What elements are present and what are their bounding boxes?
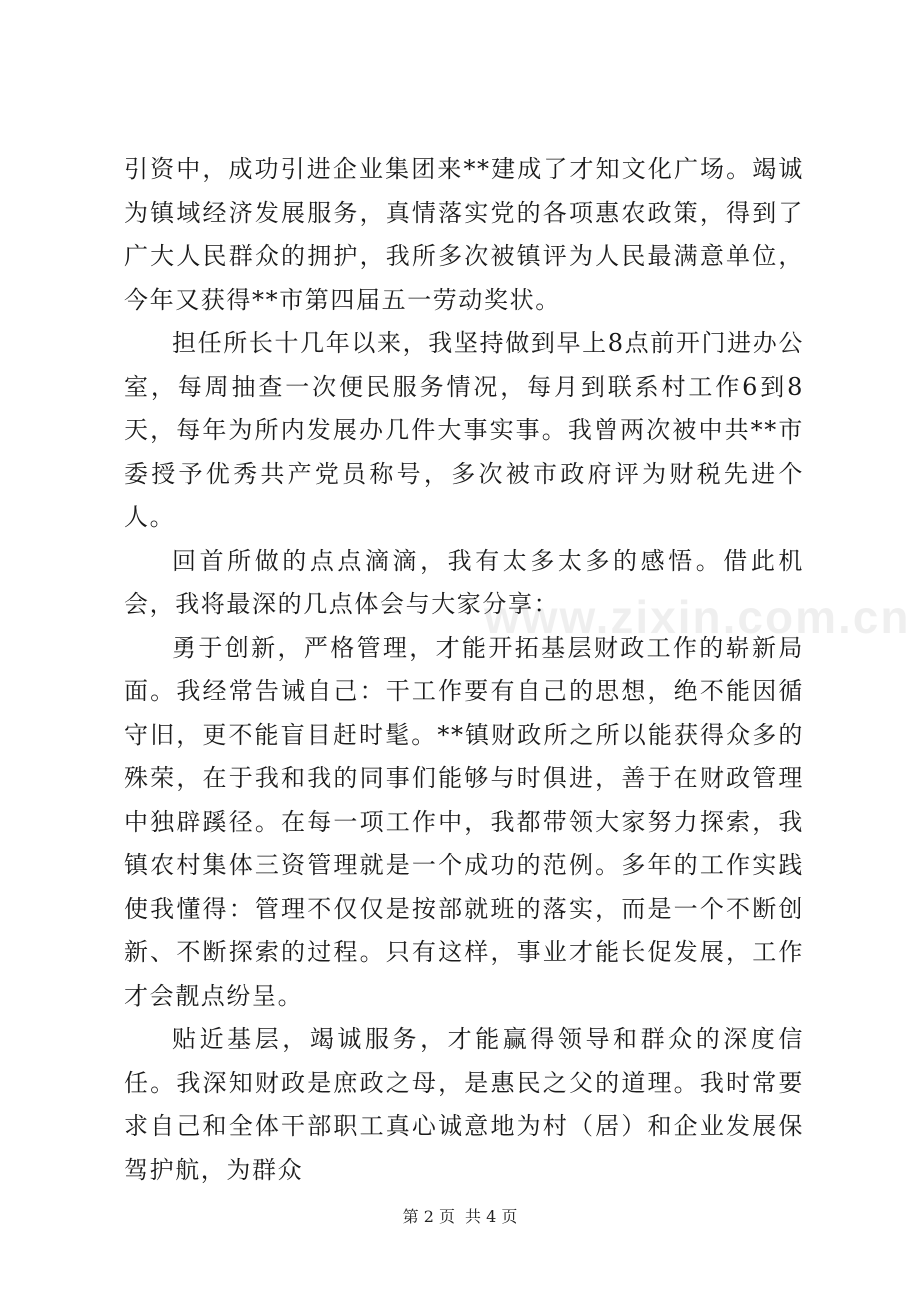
- page-total: 共 4 页: [465, 1207, 518, 1226]
- paragraph: 回首所做的点点滴滴，我有太多太多的感悟。借此机会，我将最深的几点体会与大家分享：: [124, 546, 804, 618]
- paragraph: 贴近基层，竭诚服务，才能赢得领导和群众的深度信任。我深知财政是庶政之母，是惠民之父的道理。我时常要求自己和全体干部职工真心诚意地为村（居）和企业发展保驾护航，为群众: [124, 1025, 804, 1184]
- paragraph-continuation: 引资中，成功引进企业集团来**建成了才知文化广场。竭诚为镇域经济发展服务，真情落实党的各项惠农政策，得到了广大人民群众的拥护，我所多次被镇评为人民最满意单位，今年又获得**市第四届五一劳动奖状。: [124, 155, 804, 314]
- page-footer: [0, 1204, 920, 1227]
- document-body: [124, 148, 804, 1192]
- paragraph: 勇于创新，严格管理，才能开拓基层财政工作的崭新局面。我经常告诫自己：干工作要有自己的思想，绝不能因循守旧，更不能盲目赶时髦。**镇财政所之所以能获得众多的殊荣，在于我和我的同事们能够与时俱进，善于在财政管理中独辟蹊径。在每一项工作中，我都带领大家努力探索，我镇农村集体三资管理就是一个成功的范例。多年的工作实践使我懂得：管理不仅仅是按部就班的落实，而是一个不断创新、不断探索的过程。只有这样，事业才能长促发展，工作才会靓点纷呈。: [124, 633, 804, 1010]
- page-number: 第 2 页: [402, 1207, 455, 1226]
- paragraph: 担任所长十几年以来，我坚持做到早上8点前开门进办公室，每周抽查一次便民服务情况，每月到联系村工作6到8天，每年为所内发展办几件大事实事。我曾两次被中共**市委授予优秀共产党员称号，多次被市政府评为财税先进个人。: [124, 329, 804, 531]
- watermark: www.zixin.com.cn: [484, 591, 911, 643]
